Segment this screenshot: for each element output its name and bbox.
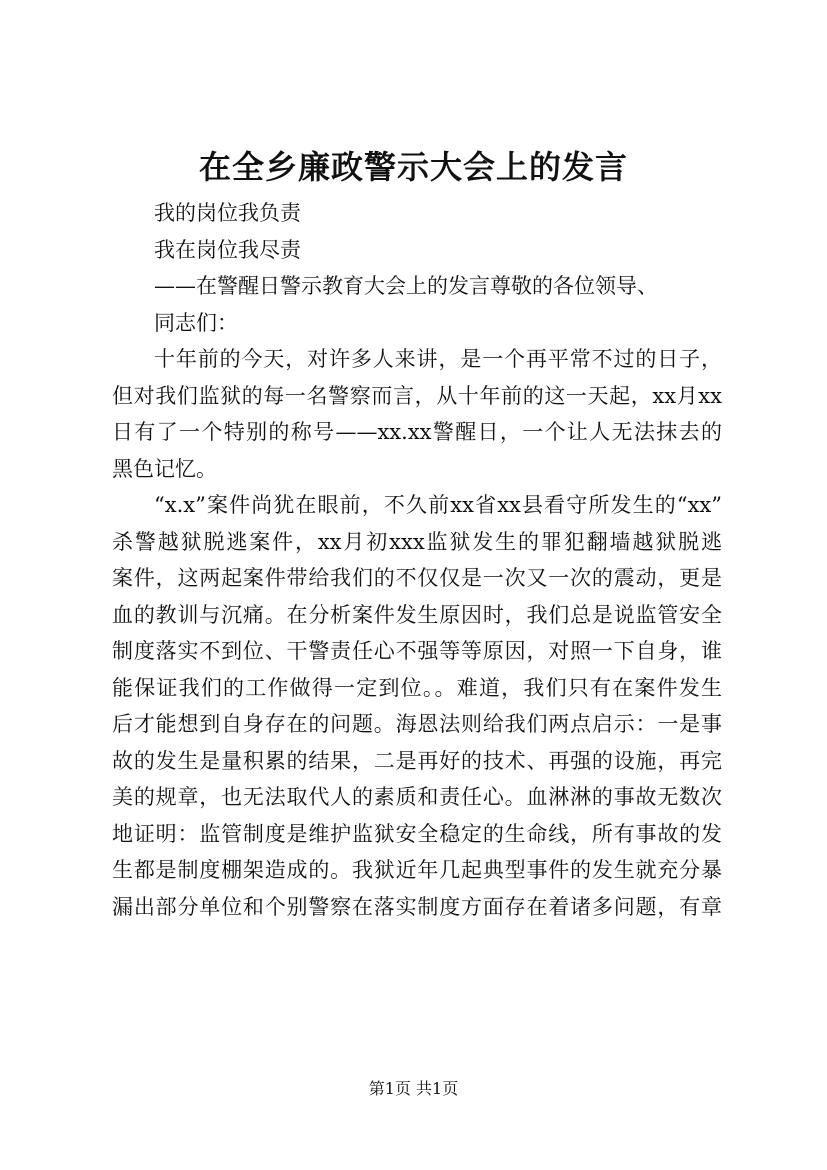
page-footer: 第1页 共1页 [368,1079,459,1098]
text-line: 黑色记忆。 [112,456,217,481]
text-line: 制度落实不到位、干警责任心不强等等原因，对照一下自身，谁 [112,639,722,663]
text-line: 案件，这两起案件带给我们的不仅仅是一次又一次的震动，更是 [112,566,722,590]
text-line: 十年前的今天，对许多人来讲，是一个再平常不过的日子， [154,347,722,371]
document-title: 在全乡廉政警示大会上的发言 [198,148,628,186]
text-line: 杀警越狱脱逃案件，xx月初xxx监狱发生的罪犯翻墙越狱脱逃 [112,529,722,554]
text-line: 但对我们监狱的每一名警察而言，从十年前的这一天起，xx月xx [112,383,722,408]
text-line: 同志们： [154,310,238,335]
text-line: 日有了一个特别的称号——xx.xx警醒日，一个让人无法抹去的 [112,420,722,444]
document-body [112,195,722,925]
text-line: 血的教训与沉痛。在分析案件发生原因时，我们总是说监管安全 [112,602,722,627]
text-line: 故的发生是量积累的结果，二是再好的技术、再强的设施，再完 [112,748,722,773]
text-line: 美的规章，也无法取代人的素质和责任心。血淋淋的事故无数次 [112,785,722,809]
text-line: 我在岗位我尽责 [154,237,301,262]
text-line: 生都是制度棚架造成的。我狱近年几起典型事件的发生就充分暴 [112,858,722,882]
text-line: 地证明：监管制度是维护监狱安全稳定的生命线，所有事故的发 [112,821,722,846]
text-line: 能保证我们的工作做得一定到位。。难道，我们只有在案件发生 [112,675,722,700]
text-line: ——在警醒日警示教育大会上的发言尊敬的各位领导、 [154,274,658,298]
text-line: 后才能想到自身存在的问题。海恩法则给我们两点启示：一是事 [112,712,722,736]
text-line: “x.x”案件尚犹在眼前，不久前xx省xx县看守所发生的“xx” [154,493,722,517]
text-line: 漏出部分单位和个别警察在落实制度方面存在着诸多问题，有章 [112,894,722,919]
text-line: 我的岗位我负责 [154,201,301,225]
